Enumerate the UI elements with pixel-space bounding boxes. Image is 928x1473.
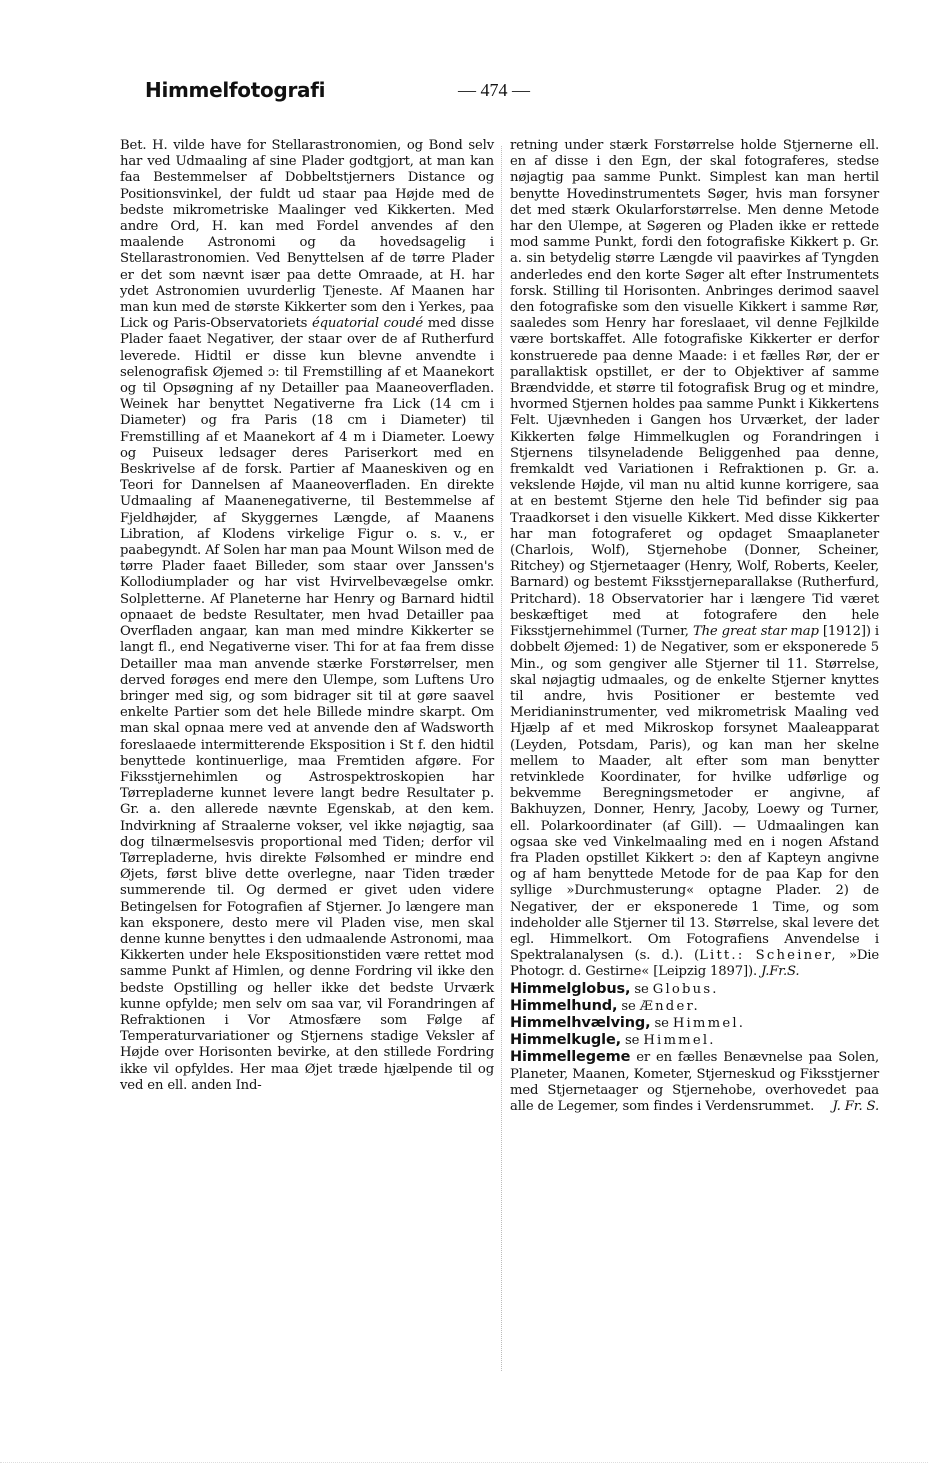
last-entry-text: er en fælles Benævnelse paa Solen, Planeter, Maanen, Kometer, Stjerneskud og Fiksstjerner med Stjernetaager og Stjernehobe, overhovedet paa alle de Legemer, som findes i Verdensrummet. bbox=[510, 1050, 879, 1114]
cross-reference: Himmel. bbox=[643, 1033, 716, 1049]
running-head-title: Himmelfotografi bbox=[145, 78, 326, 102]
last-entry-signature: J. Fr. S. bbox=[832, 1098, 879, 1114]
entry-text: se bbox=[630, 981, 653, 997]
headword: Himmellegeme bbox=[510, 1049, 631, 1066]
entry-text: se bbox=[617, 998, 640, 1014]
entry-text: se bbox=[650, 1015, 673, 1031]
right-column-paragraph bbox=[510, 138, 879, 981]
cross-reference: Globus. bbox=[652, 981, 719, 997]
cross-reference-entry bbox=[510, 1015, 879, 1032]
headword: Himmelhund, bbox=[510, 997, 618, 1014]
cross-reference-entry bbox=[510, 981, 879, 998]
right-column bbox=[510, 138, 879, 1115]
right-text-part-2: [1912]) i dobbelt Øjemed: 1) de Negativer, som er eksponerede 5 Min., og som gengiver alle Stjerner til 11. Størrelse, skal nøjagtig udmaales, og de enkelte Stjerner knyttes til andre, hvis Positioner er bestemte ved Meridianinstrumenter, ved mikrometrisk Maaling ved Hjælp af et med Mikroskop forsynet Maaleapparat (Leyden, Potsdam, Paris), og kan man her skelne mellem to Maader, alt efter som man benytter retvinklede Koordinater, for hvilke udførlige og bekvemme Beregningsmetoder er angivne, af Bakhuyzen, Donner, Henry, Jacoby, Loewy og Turner, ell. Polarkoordinater (af Gill). — Udmaalingen kan ogsaa ske ved Vinkelmaaling med en i nogen Afstand fra Pladen opstillet Kikkert ɔ: den af Kapteyn angivne og af ham benyttede Metode for de paa Kap for den syllige »Durchmusterung« optagne Plader. 2) de Negativer, der er eksponerede 1 Time, og som indeholder alle Stjerner til 13. Størrelse, skal levere det egl. Himmelkort. Om Fotografiens Anvendelse i Spektralanalysen (s. d.). ( bbox=[510, 624, 879, 964]
left-text-part-1: Bet. H. vilde have for Stellarastronomien, og Bond selv har ved Udmaaling af sine Plader godtgjort, at man kan faa Bestemmelser af Dobbeltstjerners Distance og Positionsvinkel, der fuldt ud staar paa Højde med de bedste mikrometriske Maalinger ved Kikkerten. Med andre Ord, H. kan med Fordel anvendes af den maalende Astronomi og da hovedsagelig i Stellarastronomien. Ved Benyttelsen af de tørre Plader er det som nævnt især paa dette Omraade, at H. har ydet Astronomien uvurderlig Tjeneste. Af Maanen har man kun med de største Kikkerter som den i Yerkes, paa Lick og Paris-Observatoriets bbox=[120, 138, 494, 332]
cross-reference-entry bbox=[510, 998, 879, 1015]
left-column bbox=[120, 138, 494, 1094]
headword: Himmelglobus, bbox=[510, 980, 631, 997]
entry-signature: J.Fr.S. bbox=[761, 964, 800, 980]
entry-text: se bbox=[621, 1033, 644, 1049]
literature-label: Litt.: bbox=[699, 948, 745, 964]
literature-author: Scheiner, bbox=[755, 948, 838, 964]
cross-reference-entry bbox=[510, 1032, 879, 1049]
footer-rule bbox=[0, 1462, 928, 1463]
right-italic-phrase: The great star map bbox=[692, 624, 819, 640]
column-divider bbox=[501, 146, 502, 1371]
left-column-paragraph bbox=[120, 138, 494, 1094]
page-header bbox=[0, 0, 928, 110]
last-entry bbox=[510, 1049, 879, 1115]
cross-reference: Himmel. bbox=[672, 1015, 746, 1031]
cross-reference: Ænder. bbox=[639, 998, 700, 1014]
left-text-part-2: med disse Plader faaet Negativer, der staar over de af Rutherfurd leverede. Hidtil er disse kun blevne anvendte i selenografisk Øjemed ɔ: til Fremstilling af et Maanekort og til Opsøgning af ny Detailler paa Maaneoverfladen. Weinek har benyttet Negativerne fra Lick (14 cm i Diameter) og fra Paris (18 cm i Diameter) til Fremstilling af et Maanekort af 4 m i Diameter. Loewy og Puiseux ledsager deres Pariserkort med en Beskrivelse af de forsk. Partier af Maaneskiven og en Teori for Dannelsen af Maaneoverfladen. En direkte Udmaaling af Maanenegativerne, til Bestemmelse af Fjeldhøjder, af Skyggernes Længde, af Maanens Libration, af Klodens virkelige Figur o. s. v., er paabegyndt. Af Solen har man paa Mount Wilson med de tørre Plader faaet Billeder, som staar over Janssen's Kollodiumplader og har vist Hvirvelbevægelse omkr. Solpletterne. Af Planeterne har Henry og Barnard hidtil opnaaet de bedste Resultater, men hvad Detailler paa Overfladen angaar, kan man med mindre Kikkerter se langt fl., end Negativerne viser. Thi for at faa frem disse Detailler maa man anvende stærke Forstørrelser, men derved forøges end mere den Ulempe, som Luftens Uro bringer med sig, og som bidrager sit til at gøre saavel enkelte Partier som det hele Billede mindre skarpt. Om man skal opnaa mere ved at anvende den af Wadsworth foreslaaede intermitterende Eksposition i St f. den hidtil benyttede kontinuerlige, maa Fremtiden afgøre. For Fiksstjernehimlen og Astrospektroskopien har Tørrepladerne kunnet levere langt bedre Resultater p. Gr. a. den allerede nævnte Egenskab, at den kem. Indvirkning af Straalerne vokser, vel ikke nøjagtig, saa dog tilnærmelsesvis proportional med Tiden; derfor vil Tørrepladerne, hvis direkte Følsomhed er mindre end Øjets, først blive dette overlegne, naar Tiden træder summerende til. Og dermed er givet uden videre Betingelsen for Fotografien af Stjerner. Jo længere man kan eksponere, desto mere vil Pladen vise, men skal denne kunne benyttes i den udmaalende Astronomi, maa Kikkerten under hele Ekspositionstiden være rettet mod samme Punkt af Himlen, og denne Fordring vil ikke den bedste Opstilling og heller ikke det bedste Urværk kunne opfylde; men selv om saa var, vil Forandringen af Refraktionen i Vor Atmosfære som Følge af Temperaturvariationer og Stjernens stadige Veksler af Højde over Horisonten bevirke, at den stillede Fordring ikke vil opfyldes. Her maa Øjet træde hjælpende til og ved en ell. anden Ind- bbox=[120, 316, 494, 1093]
left-italic-phrase: équatorial coudé bbox=[311, 316, 423, 332]
right-text-part-1: retning under stærk Forstørrelse holde Stjernerne ell. en af disse i den Egn, der skal fotograferes, stedse nøjagtig paa samme Punkt. Simplest kan man hertil benytte Hovedinstrumentets Søger, hvis man forsyner det med stærk Okularforstørrelse. Men denne Metode har den Ulempe, at Søgeren og Pladen ikke er rettede mod samme Punkt, fordi den fotografiske Kikkert p. Gr. a. sin betydelig større Længde vil paavirkes af Tyngden anderledes end den korte Søger alt efter Instrumentets forsk. Stilling til Horisonten. Anbringes derimod saavel den fotografiske som den visuelle Kikkert i samme Rør, saaledes som Henry har foreslaaet, vil denne Fejlkilde være bortskaffet. Alle fotografiske Kikkerter er derfor konstruerede paa denne Maade: i et fælles Rør, der er parallaktisk opstillet, er der to Objektiver af samme Brændvidde, et større til fotografisk Brug og et mindre, hvormed Stjernen holdes paa samme Punkt i Kikkertens Felt. Ujævnheden i Gangen hos Urværket, der lader Kikkerten følge Himmelkuglen og Forandringen i Stjernens tilsyneladende Beliggenhed paa denne, fremkaldt ved Variationen i Refraktionen p. Gr. a. vekslende Højde, vil man nu altid kunne korrigere, saa at en bestemt Stjerne den hele Tid befinder sig paa Traadkorset i den visuelle Kikkert. Med disse Kikkerter har man fotograferet og opdaget Smaaplaneter (Charlois, Wolf), Stjernehobe (Donner, Scheiner, Ritchey) og Stjernetaager (Henry, Wolf, Roberts, Keeler, Barnard) og bestemt Fiksstjerneparallakse (Rutherfurd, Pritchard). 18 Observatorier har i længere Tid været beskæftiget med at fotografere den hele Fiksstjernehimmel (Turner, bbox=[510, 138, 879, 640]
headword: Himmelkugle, bbox=[510, 1032, 621, 1049]
literature-rest: »Die Photogr. d. Gestirne« [Leipzig 1897]). bbox=[510, 948, 880, 980]
page-number: — 474 — bbox=[458, 80, 530, 100]
headword: Himmelhvælving, bbox=[510, 1014, 651, 1031]
